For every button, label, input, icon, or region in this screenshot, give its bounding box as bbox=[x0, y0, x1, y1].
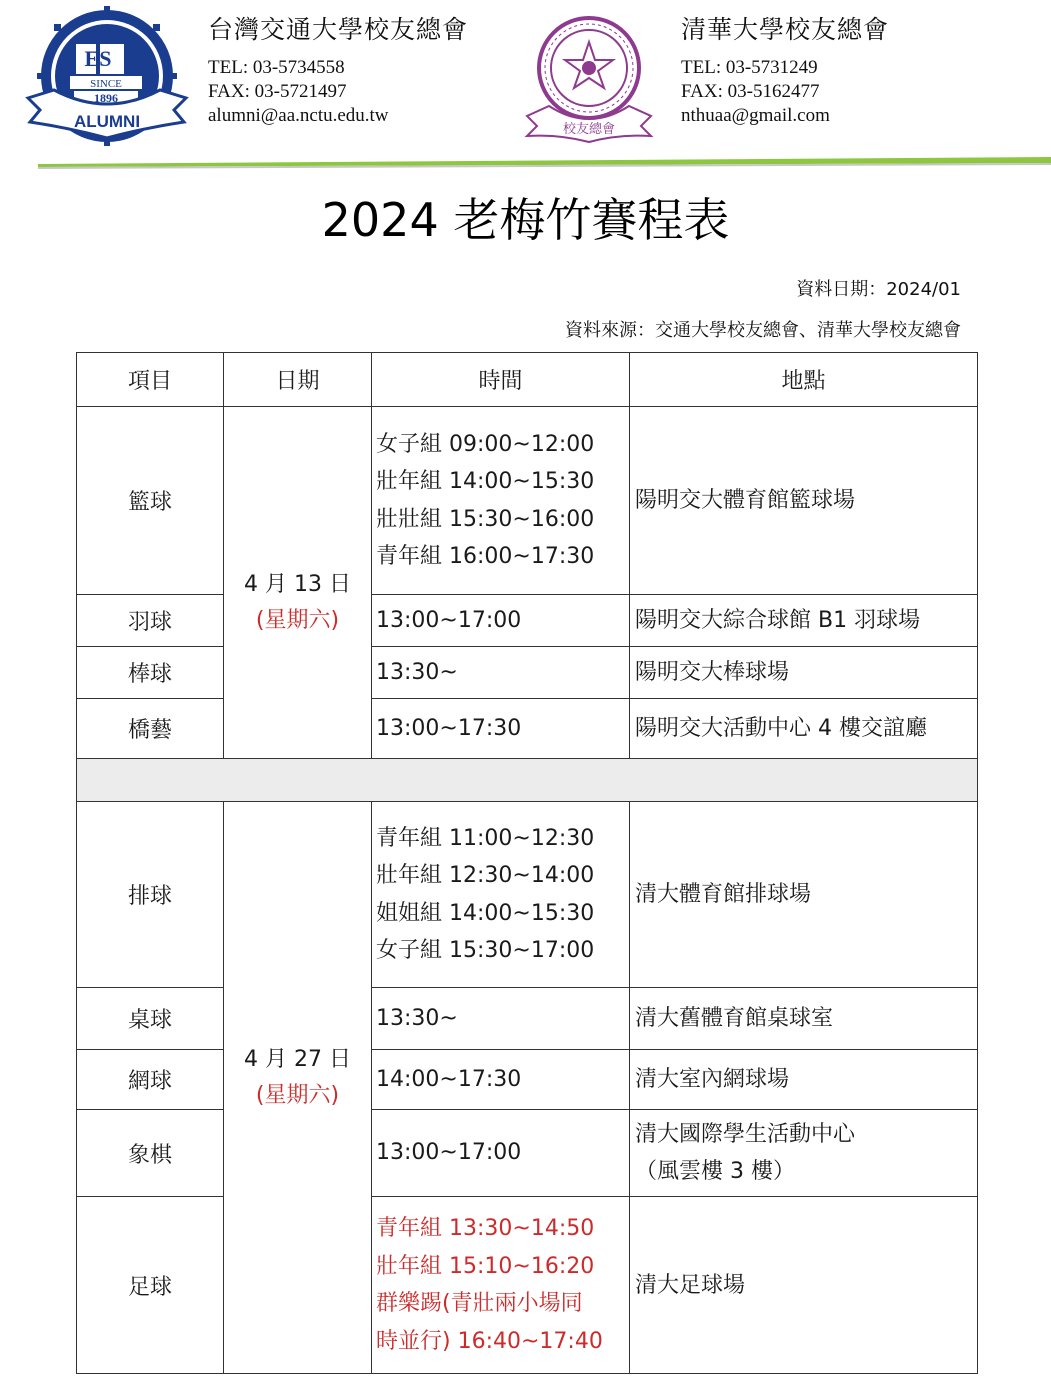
date-weekday: (星期六) bbox=[255, 1082, 340, 1108]
data-date: 資料日期：2024/01 bbox=[796, 279, 961, 300]
place-cell: 清大體育館排球場 bbox=[630, 802, 978, 988]
item-cell: 棒球 bbox=[77, 647, 224, 699]
date-cell bbox=[224, 407, 372, 759]
time-line: 青年組 13:30~14:50 bbox=[376, 1216, 595, 1241]
nctu-email[interactable]: alumni@aa.nctu.edu.tw bbox=[208, 105, 389, 126]
time-line: 壯年組 14:00~15:30 bbox=[376, 469, 595, 494]
nthu-logo-banner: 校友總會 bbox=[562, 122, 616, 137]
time-cell: 14:00~17:30 bbox=[372, 1050, 630, 1110]
place-line: （風雲樓 3 樓） bbox=[635, 1159, 795, 1184]
item-cell: 排球 bbox=[77, 802, 224, 988]
table-row bbox=[77, 647, 978, 699]
nctu-alumni-logo bbox=[24, 6, 190, 148]
item-cell: 羽球 bbox=[77, 595, 224, 647]
time-line: 女子組 09:00~12:00 bbox=[376, 431, 595, 457]
nctu-contact bbox=[208, 14, 468, 128]
time-cell bbox=[372, 1197, 630, 1374]
table-row bbox=[77, 407, 978, 595]
data-source: 資料來源：交通大學校友總會、清華大學校友總會 bbox=[565, 320, 961, 341]
place-cell: 陽明交大棒球場 bbox=[630, 647, 978, 699]
place-cell: 陽明交大體育館籃球場 bbox=[630, 407, 978, 595]
nctu-tel: TEL: 03-5734558 bbox=[208, 57, 345, 78]
item-cell: 足球 bbox=[77, 1197, 224, 1374]
place-cell: 清大舊體育館桌球室 bbox=[630, 988, 978, 1050]
separator-cell bbox=[77, 759, 978, 802]
place-cell bbox=[630, 1110, 978, 1197]
schedule-table bbox=[76, 352, 978, 1374]
header-place: 地點 bbox=[630, 353, 978, 407]
nthu-org-name: 清華大學校友總會 bbox=[681, 15, 890, 44]
table-row bbox=[77, 699, 978, 759]
place-cell: 陽明交大綜合球館 B1 羽球場 bbox=[630, 595, 978, 647]
separator-row bbox=[77, 759, 978, 802]
item-cell: 橋藝 bbox=[77, 699, 224, 759]
header-date: 日期 bbox=[224, 353, 372, 407]
nctu-logo-banner: ALUMNI bbox=[73, 112, 141, 131]
letterhead bbox=[0, 0, 1051, 175]
time-line: 壯壯組 15:30~16:00 bbox=[376, 506, 595, 532]
time-cell: 13:00~17:00 bbox=[372, 595, 630, 647]
nctu-fax: FAX: 03-5721497 bbox=[208, 81, 347, 102]
header-time: 時間 bbox=[372, 353, 630, 407]
place-cell: 清大足球場 bbox=[630, 1197, 978, 1374]
time-cell: 13:00~17:30 bbox=[372, 699, 630, 759]
time-cell bbox=[372, 802, 630, 988]
header-item: 項目 bbox=[77, 353, 224, 407]
nthu-contact bbox=[681, 14, 889, 128]
date-day: 4 月 13 日 bbox=[244, 571, 351, 597]
item-cell: 象棋 bbox=[77, 1110, 224, 1197]
place-cell: 陽明交大活動中心 4 樓交誼廳 bbox=[630, 699, 978, 759]
nctu-logo-since: SINCE bbox=[90, 78, 122, 90]
table-header-row bbox=[77, 353, 978, 407]
nthu-email[interactable]: nthuaa@gmail.com bbox=[681, 105, 830, 126]
time-cell: 13:00~17:00 bbox=[372, 1110, 630, 1197]
time-line: 壯年組 15:10~16:20 bbox=[376, 1253, 595, 1279]
time-line: 女子組 15:30~17:00 bbox=[376, 938, 595, 963]
time-cell: 13:30~ bbox=[372, 988, 630, 1050]
place-cell: 清大室內網球場 bbox=[630, 1050, 978, 1110]
table-row bbox=[77, 802, 978, 988]
date-day: 4 月 27 日 bbox=[244, 1046, 351, 1072]
nctu-logo-mark: ES bbox=[84, 46, 112, 71]
table-row bbox=[77, 1110, 978, 1197]
time-line: 青年組 16:00~17:30 bbox=[376, 544, 595, 569]
time-line: 青年組 11:00~12:30 bbox=[376, 825, 595, 851]
table-row bbox=[77, 1050, 978, 1110]
nctu-logo-year: 1896 bbox=[94, 91, 118, 105]
item-cell: 籃球 bbox=[77, 407, 224, 595]
table-row bbox=[77, 595, 978, 647]
nthu-tel: TEL: 03-5731249 bbox=[681, 57, 818, 78]
table-row bbox=[77, 1197, 978, 1374]
place-line: 清大國際學生活動中心 bbox=[635, 1122, 856, 1147]
table-row bbox=[77, 988, 978, 1050]
time-line: 姐姐組 14:00~15:30 bbox=[376, 900, 595, 926]
item-cell: 網球 bbox=[77, 1050, 224, 1110]
nthu-alumni-logo bbox=[519, 8, 659, 144]
page-title: 2024 老梅竹賽程表 bbox=[321, 193, 730, 247]
time-line: 群樂踢(青壯兩小場同 bbox=[376, 1291, 583, 1316]
time-line: 時並行) 16:40~17:40 bbox=[376, 1328, 603, 1354]
date-cell bbox=[224, 802, 372, 1374]
item-cell: 桌球 bbox=[77, 988, 224, 1050]
nctu-org-name: 台灣交通大學校友總會 bbox=[208, 15, 469, 44]
header-divider bbox=[38, 157, 1051, 171]
date-weekday: (星期六) bbox=[255, 607, 340, 633]
nthu-fax: FAX: 03-5162477 bbox=[681, 81, 820, 102]
time-cell: 13:30~ bbox=[372, 647, 630, 699]
time-line: 壯年組 12:30~14:00 bbox=[376, 863, 595, 888]
time-cell bbox=[372, 407, 630, 595]
